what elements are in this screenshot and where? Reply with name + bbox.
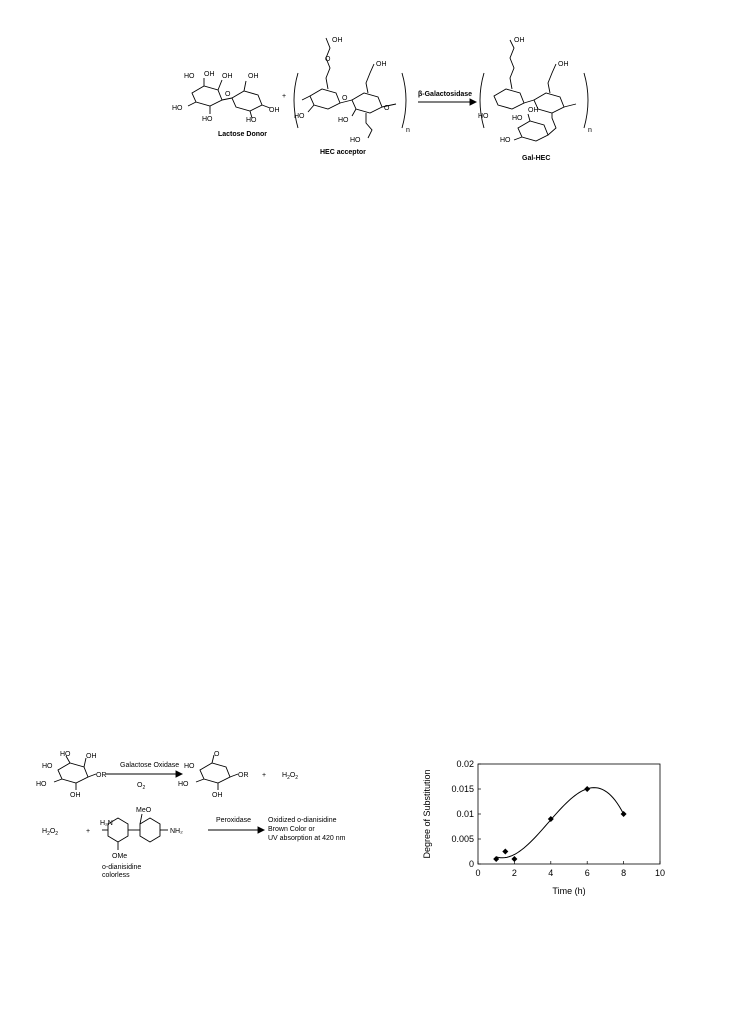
svg-text:HO: HO: [500, 137, 511, 144]
svg-text:O: O: [342, 95, 348, 102]
svg-text:OH: OH: [558, 61, 569, 68]
galhec-ring-1: [494, 89, 524, 109]
svg-text:HO: HO: [178, 781, 189, 788]
enzyme-label-1: β-Galactosidase: [418, 91, 473, 98]
svg-text:OH: OH: [514, 37, 525, 44]
product-line-2: Brown Color or: [268, 826, 315, 833]
svg-text:O: O: [325, 56, 331, 63]
lactose-ring-2: [232, 91, 262, 111]
svg-text:HO: HO: [36, 781, 47, 788]
x-tick-label: 4: [548, 868, 554, 878]
gal-hec-label: Gal-HEC: [522, 155, 551, 162]
svg-text:O: O: [384, 105, 390, 112]
svg-text:HO: HO: [350, 137, 361, 144]
svg-text:HO: HO: [512, 115, 523, 122]
svg-text:OMe: OMe: [112, 853, 128, 860]
trend-line: [496, 788, 623, 858]
x-axis-label: Time (h): [552, 886, 586, 896]
svg-text:OH: OH: [86, 753, 97, 760]
x-tick-label: 0: [475, 868, 481, 878]
svg-text:HO: HO: [338, 117, 349, 124]
y-tick-label: 0.02: [456, 759, 474, 769]
svg-text:H₂N: H₂N: [100, 820, 113, 827]
data-point: [502, 849, 508, 855]
y-tick-label: 0.01: [456, 809, 474, 819]
svg-text:HO: HO: [60, 751, 71, 758]
enzyme-label-3: Peroxidase: [216, 817, 252, 824]
x-tick-label: 8: [621, 868, 627, 878]
svg-text:HO: HO: [246, 117, 257, 124]
svg-text:OH: OH: [528, 107, 539, 114]
scheme-assay-labels: [36, 752, 366, 882]
svg-text:OH: OH: [212, 792, 223, 799]
svg-text:OH: OH: [269, 107, 280, 114]
svg-text:HO: HO: [294, 113, 305, 120]
svg-text:HO: HO: [172, 105, 183, 112]
lactose-donor-label: Lactose Donor: [218, 131, 268, 138]
svg-text:+: +: [262, 772, 267, 779]
svg-text:+: +: [282, 93, 287, 100]
scheme-galactosylation: [170, 28, 590, 168]
data-point: [584, 786, 590, 792]
y-tick-label: 0: [468, 859, 474, 869]
svg-text:OR: OR: [238, 772, 249, 779]
x-tick-label: 10: [654, 868, 666, 878]
svg-text:MeO: MeO: [136, 807, 152, 814]
h2o2-reactant: $H_2O_2$: [42, 828, 59, 837]
svg-text:n: n: [406, 127, 410, 134]
svg-text:O: O: [214, 751, 220, 758]
x-tick-label: 6: [584, 868, 590, 878]
x-tick-label: 2: [511, 868, 517, 878]
h2o2-product: $H_2O_2$: [282, 772, 299, 781]
svg-text:HO: HO: [478, 113, 489, 120]
svg-text:OH: OH: [248, 73, 259, 80]
y-tick-label: 0.015: [451, 784, 474, 794]
hec-ring-2: [352, 93, 382, 113]
svg-text:HO: HO: [184, 73, 195, 80]
enzyme-label-2: Galactose Oxidase: [120, 762, 180, 769]
product-line-3: UV absorption at 420 nm: [268, 835, 346, 842]
galhec-gal-ring: [518, 121, 548, 141]
svg-text:OH: OH: [70, 792, 81, 799]
svg-text:HO: HO: [202, 116, 213, 123]
svg-text:O: O: [225, 91, 231, 98]
svg-text:NH₂: NH₂: [170, 828, 183, 835]
data-point: [511, 856, 517, 862]
dianisidine-color: colorless: [102, 872, 130, 879]
svg-text:OH: OH: [204, 71, 215, 78]
svg-text:HO: HO: [42, 763, 53, 770]
svg-text:n: n: [588, 127, 592, 134]
svg-text:O2: $O_2$: [137, 782, 146, 791]
svg-text:OR: OR: [96, 772, 107, 779]
lactose-ring-1: [192, 86, 222, 106]
svg-text:OH: OH: [222, 73, 233, 80]
y-axis-label: Degree of Substitution: [422, 769, 432, 859]
y-tick-label: 0.005: [451, 834, 474, 844]
dianisidine-name: o-dianisidine: [102, 864, 142, 871]
product-line-1: Oxidized o-dianisidine: [268, 817, 337, 824]
galhec-ring-2: [534, 93, 564, 113]
svg-text:OH: OH: [376, 61, 387, 68]
svg-text:HO: HO: [184, 763, 195, 770]
ds-vs-time-chart: [410, 752, 680, 902]
hec-acceptor-label: HEC acceptor: [320, 149, 366, 156]
svg-text:OH: OH: [332, 37, 343, 44]
hec-ring-1: [310, 89, 340, 109]
svg-text:+: +: [86, 828, 91, 835]
data-point: [621, 811, 627, 817]
